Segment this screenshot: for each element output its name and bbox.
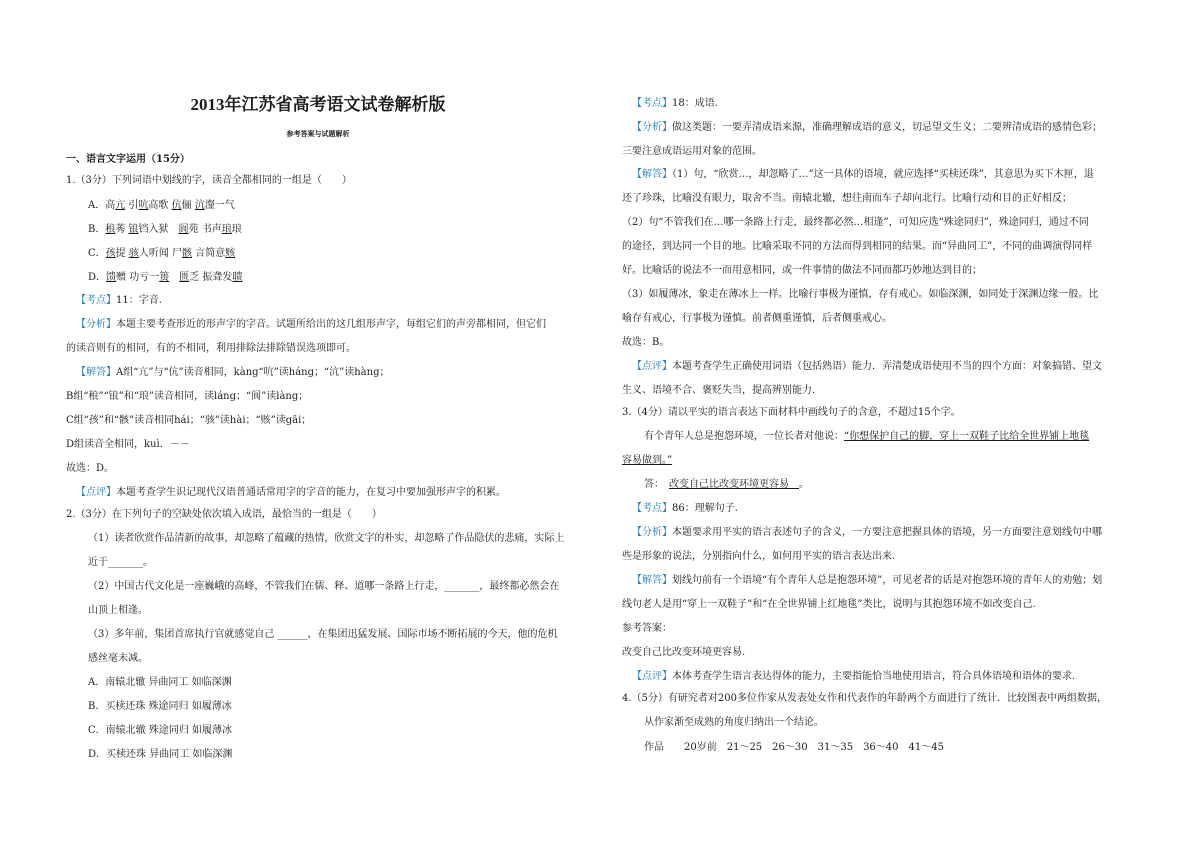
right-text-line bbox=[622, 406, 961, 420]
left-text-line bbox=[66, 652, 148, 666]
underlined-text: 骸 bbox=[182, 248, 193, 259]
text-run: 划线句前有一个语境“有个青年人总是抱怨环境”，可见老者的话是对抱怨环境的青年人的劝勉；划 bbox=[672, 575, 1103, 586]
underlined-text: 吭 bbox=[138, 200, 149, 211]
page-title: 2013年江苏省高考语文试卷解析版 bbox=[190, 95, 446, 114]
right-text-line bbox=[622, 526, 1102, 540]
text-run: 故选：D。 bbox=[66, 463, 115, 474]
underlined-text: 改变自己比改变环境更容易 bbox=[669, 479, 799, 490]
section-tag: 【点评】 bbox=[76, 487, 116, 498]
right-text-line bbox=[622, 670, 1075, 684]
text-run: 生义、语境不合、褒贬失当，提高辨别能力. bbox=[622, 385, 816, 396]
left-text-line bbox=[66, 366, 389, 380]
text-run: 本题考查学生识记现代汉语普通话常用字的字音的能力，在复习中要加强形声字的积累。 bbox=[116, 487, 506, 498]
text-run: B组“稂”“锒”和“琅”读音相同，读láng；“阆”读làng； bbox=[66, 391, 309, 402]
section-tag: 【考点】 bbox=[76, 295, 116, 306]
text-run: 作品 20岁前 21～25 26～30 31～35 36～40 41～45 bbox=[644, 742, 944, 753]
section-tag: 【分析】 bbox=[632, 527, 672, 538]
underlined-text: 沆 bbox=[194, 200, 205, 211]
underlined-text: 赅 bbox=[225, 248, 236, 259]
text-run: B．买椟还珠 殊途同归 如履薄冰 bbox=[88, 701, 232, 712]
right-text-line bbox=[622, 430, 1089, 444]
text-run: B． bbox=[88, 224, 106, 235]
text-run: 的读音则有的相同，有的不相同，利用排除法排除错误选项即可。 bbox=[66, 343, 356, 354]
text-run: 11：字音. bbox=[116, 295, 162, 306]
right-text-line bbox=[622, 550, 895, 564]
text-run: （3）多年前，集团首席执行官就感觉自己 ______，在集团迅猛发展、国际市场不断拓展的今天，他的危机 bbox=[88, 629, 558, 640]
section-tag: 【考点】 bbox=[632, 98, 672, 109]
text-run: 感丝毫未减。 bbox=[88, 653, 148, 664]
left-text-line bbox=[66, 604, 148, 618]
text-run: C． bbox=[88, 248, 106, 259]
text-run: （3）如履薄冰，象走在薄冰上一样。比喻行事极为谨慎，存有戒心。如临深渊，如同处于深渊边缘一般。比 bbox=[622, 289, 1099, 300]
right-text-line bbox=[622, 264, 982, 278]
right-text-line bbox=[622, 646, 745, 660]
right-text-line bbox=[622, 121, 1102, 135]
right-text-line bbox=[622, 360, 1102, 374]
left-text-line bbox=[66, 223, 242, 237]
text-run: 赠 功亏一 bbox=[116, 272, 160, 283]
right-text-line bbox=[622, 502, 738, 516]
page-subtitle: 参考答案与试题解析 bbox=[286, 129, 350, 138]
left-text-line bbox=[66, 174, 352, 188]
left-text-line bbox=[66, 486, 506, 500]
text-run: 本题考查学生正确使用词语（包括熟语）能力．弄清楚成语使用不当的四个方面：对象搞错、望文 bbox=[672, 361, 1102, 372]
underlined-text: 匮 bbox=[179, 272, 190, 283]
left-text-line bbox=[66, 580, 559, 594]
underlined-text: 琅 bbox=[221, 224, 232, 235]
text-run: 答： bbox=[644, 479, 669, 490]
text-run: D组读音全相同，kuì．－－ bbox=[66, 439, 190, 450]
section-tag: 【考点】 bbox=[632, 503, 672, 514]
text-run: D．买椟还珠 异曲同工 如临深渊 bbox=[88, 749, 233, 760]
text-run: 做这类题：一要弄清成语来源，准确理解成语的意义，切忌望文生义；二要辨清成语的感情色彩； bbox=[672, 122, 1102, 133]
left-text-line bbox=[66, 438, 190, 452]
right-text-line bbox=[622, 312, 892, 326]
right-text-line bbox=[622, 288, 1098, 302]
left-text-line bbox=[66, 294, 162, 308]
text-run: 3.（4分）请以平实的语言表达下面材料中画线句子的含意，不超过15个字。 bbox=[622, 407, 961, 418]
right-text-line bbox=[622, 454, 672, 468]
text-run: 言简意 bbox=[192, 248, 226, 259]
text-run: 俪 bbox=[181, 200, 195, 211]
text-run: （1）句，“欣赏…，却忽略了…”这一具体的语境，就应选择“买椟还珠”，其意思为买下木匣，退 bbox=[672, 169, 1094, 180]
left-text-line bbox=[66, 724, 232, 738]
text-run: A组“亢”与“伉”读音相同，kàng“吭”读háng；“沆”读hàng； bbox=[116, 367, 390, 378]
text-run: 莠 bbox=[115, 224, 129, 235]
underlined-text: 伉 bbox=[171, 200, 182, 211]
text-run bbox=[169, 272, 179, 283]
text-run: （2）中国古代文化是一座巍峨的高峰，不管我们在儒、释、道哪一条路上行走，_______，最终都必然会在 bbox=[88, 581, 560, 592]
left-text-line bbox=[66, 748, 232, 762]
left-text-line bbox=[66, 508, 382, 522]
right-text-line bbox=[622, 622, 672, 636]
text-run: 高歌 bbox=[148, 200, 172, 211]
text-run: 。 bbox=[799, 479, 809, 490]
left-text-line bbox=[66, 676, 232, 690]
right-text-line bbox=[622, 598, 1036, 612]
text-run: 瀣一气 bbox=[204, 200, 235, 211]
right-text-line bbox=[622, 574, 1102, 588]
underlined-text: 孩 bbox=[105, 248, 116, 259]
right-text-line bbox=[622, 692, 1107, 706]
text-run: 好。比喻话的说法不一而用意相同，或一件事情的做法不同而都巧妙地达到目的； bbox=[622, 265, 982, 276]
section-tag: 【分析】 bbox=[632, 122, 672, 133]
text-run: 还了珍珠，比喻没有眼力，取舍不当。南辕北辙，想往南而车子却向北行。比喻行动和目的正好相反； bbox=[622, 193, 1072, 204]
right-text-line bbox=[622, 145, 762, 159]
text-run: 本题主要考查形近的形声字的字音。试题所给出的这几组形声字，每组它们的声旁都相同，但它们 bbox=[116, 319, 546, 330]
left-text-line bbox=[66, 700, 232, 714]
left-text-line bbox=[66, 414, 311, 428]
text-run: 人听闻 尸 bbox=[138, 248, 183, 259]
text-run: C组“孩”和“骸”读音相同hái；“骇”读hài；“赅”读gāi； bbox=[66, 415, 312, 426]
text-run: 1.（3分）下列词语中划线的字，读音全都相同的一组是（ ） bbox=[66, 175, 352, 186]
text-run: 故选：B。 bbox=[622, 337, 670, 348]
underlined-text: 容易做到。” bbox=[622, 455, 673, 466]
underlined-text: “你想保护自己的脚，穿上一双鞋子比给全世界铺上地毯 bbox=[844, 431, 1090, 442]
section-tag: 【分析】 bbox=[76, 319, 116, 330]
text-run: 喻存有戒心，行事极为谨慎。前者侧重谨慎，后者侧重戒心。 bbox=[622, 313, 892, 324]
right-text-line bbox=[622, 240, 1092, 254]
text-run: 三要注意成语运用对象的范围。 bbox=[622, 146, 762, 157]
right-text-line bbox=[622, 216, 1089, 230]
text-run: 参考答案： bbox=[622, 623, 672, 634]
right-text-line bbox=[622, 741, 944, 755]
left-text-line bbox=[66, 318, 546, 332]
text-run: 本题要求用平实的语言表述句子的含义，一方要注意把握具体的语境，另一方面要注意划线句中哪 bbox=[672, 527, 1102, 538]
text-run: （1）读者欣赏作品清新的故事，却忽略了蕴藏的热情，欣赏文字的朴实，却忽略了作品隐伏的悲痛，实际上 bbox=[88, 533, 565, 544]
text-run: 2.（3分）在下列句子的空缺处依次填入成语，最恰当的一组是（ ） bbox=[66, 509, 382, 520]
text-run: 从作家渐至成熟的角度归纳出一个结论。 bbox=[644, 717, 824, 728]
right-text-line bbox=[622, 384, 815, 398]
text-run: 改变自己比改变环境更容易. bbox=[622, 647, 746, 658]
left-text-line bbox=[66, 628, 558, 642]
section-tag: 【解答】 bbox=[76, 367, 116, 378]
text-run: C．南辕北辙 殊途同归 如履薄冰 bbox=[88, 725, 233, 736]
right-text-line bbox=[622, 192, 1072, 206]
left-text-line bbox=[66, 271, 242, 285]
right-text-line bbox=[622, 716, 824, 730]
text-run: 线句老人是用“穿上一双鞋子”和“在全世界铺上红地毯”类比，说明与其抱怨环境不如改变自己. bbox=[622, 599, 1036, 610]
underlined-text: 骇 bbox=[128, 248, 139, 259]
section-tag: 【解答】 bbox=[632, 575, 672, 586]
right-text-line bbox=[622, 336, 669, 350]
section-tag: 【解答】 bbox=[632, 169, 672, 180]
left-text-line bbox=[66, 532, 564, 546]
text-run: 有个青年人总是抱怨环境，一位长者对他说： bbox=[644, 431, 844, 442]
left-text-line bbox=[66, 390, 308, 404]
section-tag: 【点评】 bbox=[632, 671, 672, 682]
text-run: 一、语言文字运用（15分） bbox=[66, 154, 190, 165]
text-run: A．南辕北辙 异曲同工 如临深渊 bbox=[88, 677, 232, 688]
text-run: 4.（5分）有研究者对200多位作家从发表处女作和代表作的年龄两个方面进行了统计．比较图表中两组数据， bbox=[622, 693, 1107, 704]
text-run: 山顶上相逢。 bbox=[88, 605, 148, 616]
right-text-line bbox=[622, 478, 809, 492]
underlined-text: 聩 bbox=[232, 272, 243, 283]
left-text-line bbox=[66, 247, 235, 261]
section-tag: 【点评】 bbox=[632, 361, 672, 372]
underlined-text: 篑 bbox=[159, 272, 170, 283]
text-run: 琅 bbox=[231, 224, 242, 235]
text-run: 本体考查学生语言表达得体的能力，主要指能恰当地使用语言，符合具体语境和语体的要求. bbox=[672, 671, 1076, 682]
left-text-line bbox=[66, 199, 235, 213]
underlined-text: 稂 bbox=[105, 224, 116, 235]
right-text-line bbox=[622, 168, 1094, 182]
underlined-text: 馈 bbox=[106, 272, 117, 283]
text-run: 引 bbox=[125, 200, 139, 211]
text-run: 18：成语. bbox=[672, 98, 718, 109]
text-run: D． bbox=[88, 272, 107, 283]
text-run: 86：理解句子. bbox=[672, 503, 738, 514]
left-text-line bbox=[66, 556, 153, 570]
text-run: 铛入狱 bbox=[138, 224, 179, 235]
text-run: 乏 振聋发 bbox=[189, 272, 233, 283]
text-run: 的途径，到达同一个目的地。比喻采取不同的方法而得到相同的结果。而“异曲同工”，不同的曲调演得同样 bbox=[622, 241, 1093, 252]
underlined-text: 锒 bbox=[128, 224, 139, 235]
text-run: 苑 书声 bbox=[188, 224, 222, 235]
left-text-line bbox=[66, 153, 190, 167]
underlined-text: 亢 bbox=[115, 200, 126, 211]
underlined-text: 阆 bbox=[178, 224, 189, 235]
text-run: A．高 bbox=[88, 200, 116, 211]
text-run: 些是形象的说法，分别指向什么，如何用平实的语言表达出来. bbox=[622, 551, 896, 562]
text-run: 提 bbox=[115, 248, 129, 259]
right-text-line bbox=[622, 97, 718, 111]
text-run: 近于_______。 bbox=[88, 557, 153, 568]
left-text-line bbox=[66, 342, 356, 356]
text-run: （2）句“不管我们在…哪一条路上行走，最终都必然…相逢”，可知应选“殊途同归”，殊途同归，通过不同 bbox=[622, 217, 1089, 228]
left-text-line bbox=[66, 462, 114, 476]
